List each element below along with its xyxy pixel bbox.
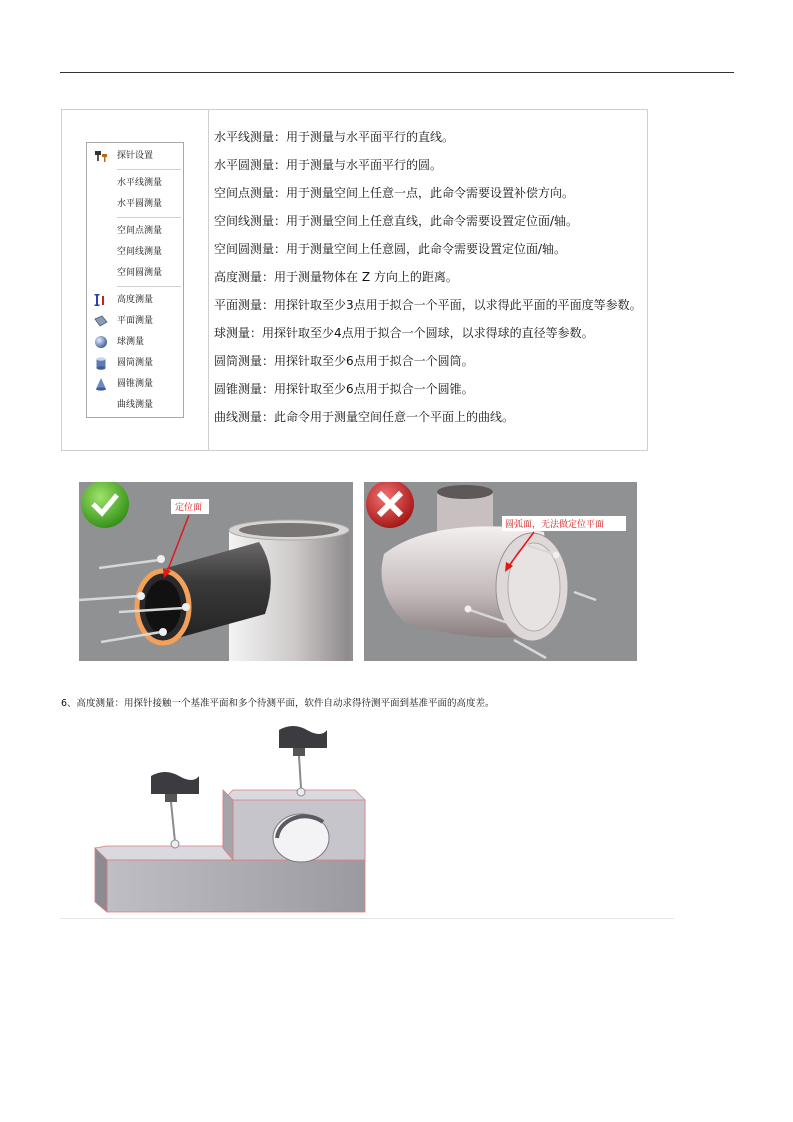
menu-item-height[interactable] [87,290,183,310]
menu-item-label: 曲线测量 [117,400,154,410]
menu-item-label: 空间线测量 [117,247,163,257]
menu-item-label: 空间点测量 [117,226,163,236]
description-line: 平面测量：用探针取至少3点用于拟合一个平面，以求得此平面的平面度等参数。 [214,298,642,312]
menu-item-label: 水平圆测量 [117,199,163,209]
menu-separator [117,286,181,287]
menu-item-label: 圆筒测量 [117,358,154,368]
check-icon [81,482,129,528]
wrong-label: 圆弧面，无法做定位平面 [505,520,605,530]
menu-item-space-point[interactable] [87,221,183,241]
menu-separator [117,169,181,170]
menu-item-label: 平面测量 [117,316,154,326]
description-line: 高度测量：用于测量物体在 Z 方向上的距离。 [214,270,458,284]
measure-command-table [61,109,648,451]
footer-rule [60,918,674,919]
description-line: 水平圆测量：用于测量与水平面平行的圆。 [214,158,443,172]
description-line: 空间点测量：用于测量空间上任意一点，此命令需要设置补偿方向。 [214,186,575,200]
probe-settings-icon [94,149,108,163]
menu-item-label: 水平线测量 [117,178,163,188]
menu-separator [117,217,181,218]
description-line: 圆锥测量：用探针取至少6点用于拟合一个圆锥。 [214,382,474,396]
description-line: 水平线测量：用于测量与水平面平行的直线。 [214,130,455,144]
menu-item-label: 圆锥测量 [117,379,154,389]
description-line: 空间线测量：用于测量空间上任意直线，此命令需要设置定位面/轴。 [214,214,579,228]
wrong-example-image [364,482,637,661]
plane-icon [94,314,108,328]
menu-item-horizontal-line[interactable] [87,173,183,193]
menu-item-space-circle[interactable] [87,263,183,283]
table-divider [208,110,209,450]
menu-item-cylinder[interactable] [87,353,183,373]
menu-item-horizontal-circle[interactable] [87,194,183,214]
menu-item-probe-settings[interactable] [87,146,183,166]
menu-item-label: 球测量 [117,337,145,347]
cylinder-icon [94,356,108,370]
correct-example-image [79,482,353,661]
description-line: 曲线测量：此命令用于测量空间任意一个平面上的曲线。 [214,410,515,424]
description-line: 圆筒测量：用探针取至少6点用于拟合一个圆筒。 [214,354,474,368]
menu-item-label: 高度测量 [117,295,154,305]
cone-icon [94,377,108,391]
menu-item-sphere[interactable] [87,332,183,352]
menu-item-label: 空间圆测量 [117,268,163,278]
description-line: 球测量：用探针取至少4点用于拟合一个圆球，以求得球的直径等参数。 [214,326,594,340]
height-measurement-diagram [85,722,375,914]
description-line: 空间圆测量：用于测量空间上任意圆，此命令需要设置定位面/轴。 [214,242,567,256]
sphere-icon [94,335,108,349]
menu-item-label: 探针设置 [117,151,154,161]
menu-item-cone[interactable] [87,374,183,394]
section-note: 6、高度测量：用探针接触一个基准平面和多个待测平面，软件自动求得待测平面到基准平面的高度差。 [61,698,495,709]
menu-item-plane[interactable] [87,311,183,331]
height-icon [94,293,108,307]
header-rule [60,72,734,73]
measure-menu [86,142,184,418]
menu-item-curve[interactable] [87,395,183,415]
menu-item-space-line[interactable] [87,242,183,262]
correct-label: 定位面 [175,503,203,513]
